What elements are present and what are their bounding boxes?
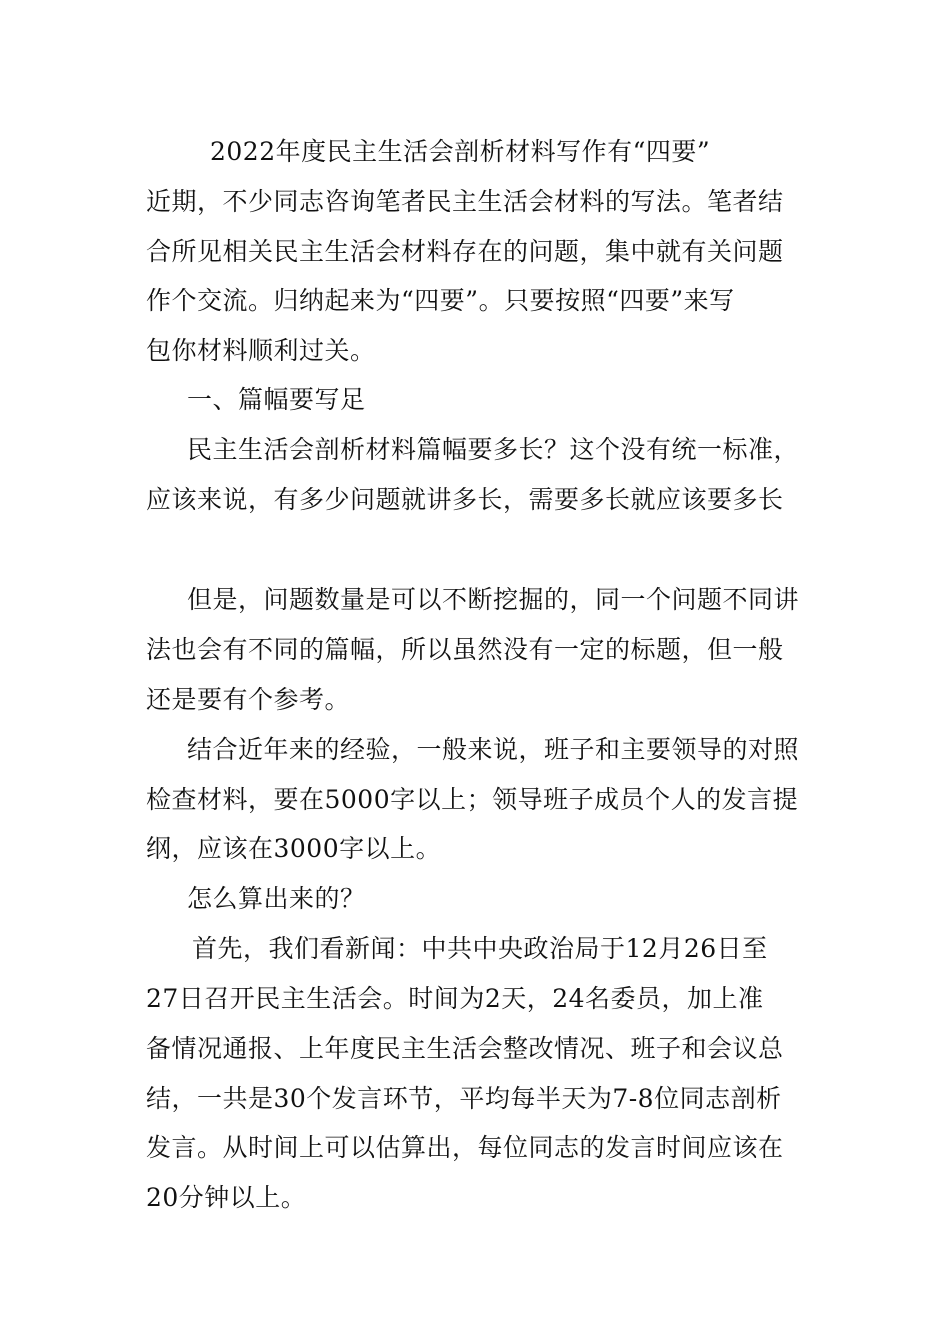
paragraph-line: 怎么算出来的？ (187, 884, 366, 913)
paragraph-line: 结，一共是30个发言环节，平均每半天为7-8位同志剖析 (146, 1084, 782, 1113)
paragraph-line: 27日召开民主生活会。时间为2天，24名委员，加上准 (146, 984, 764, 1013)
paragraph-line: 发言。从时间上可以估算出，每位同志的发言时间应该在 (146, 1133, 784, 1162)
paragraph-line: 民主生活会剖析材料篇幅要多长？这个没有统一标准， (187, 435, 800, 464)
paragraph-line: 20分钟以上。 (146, 1183, 307, 1212)
paragraph-line: 首先，我们看新闻：中共中央政治局于12月26日至 (192, 934, 768, 963)
section-heading: 一、篇幅要写足 (187, 385, 366, 414)
paragraph-line: 结合近年来的经验，一般来说，班子和主要领导的对照 (187, 735, 800, 764)
paragraph-line: 法也会有不同的篇幅，所以虽然没有一定的标题，但一般 (146, 635, 784, 664)
paragraph-line: 包你材料顺利过关。 (146, 336, 376, 365)
paragraph-line: 检查材料，要在5000字以上；领导班子成员个人的发言提 (146, 785, 799, 814)
document-title: 2022年度民主生活会剖析材料写作有“四要” (210, 137, 711, 166)
paragraph-line: 作个交流。归纳起来为“四要”。只要按照“四要”来写 (146, 286, 735, 315)
paragraph-line: 应该来说，有多少问题就讲多长，需要多长就应该要多长 (146, 485, 784, 514)
paragraph-line: 纲，应该在3000字以上。 (146, 834, 442, 863)
paragraph-line: 还是要有个参考。 (146, 685, 351, 714)
paragraph-line: 合所见相关民主生活会材料存在的问题，集中就有关问题 (146, 237, 784, 266)
paragraph-line: 备情况通报、上年度民主生活会整改情况、班子和会议总 (146, 1034, 784, 1063)
paragraph-line: 但是，问题数量是可以不断挖掘的，同一个问题不同讲 (187, 585, 800, 614)
paragraph-line: 近期，不少同志咨询笔者民主生活会材料的写法。笔者结 (146, 187, 784, 216)
